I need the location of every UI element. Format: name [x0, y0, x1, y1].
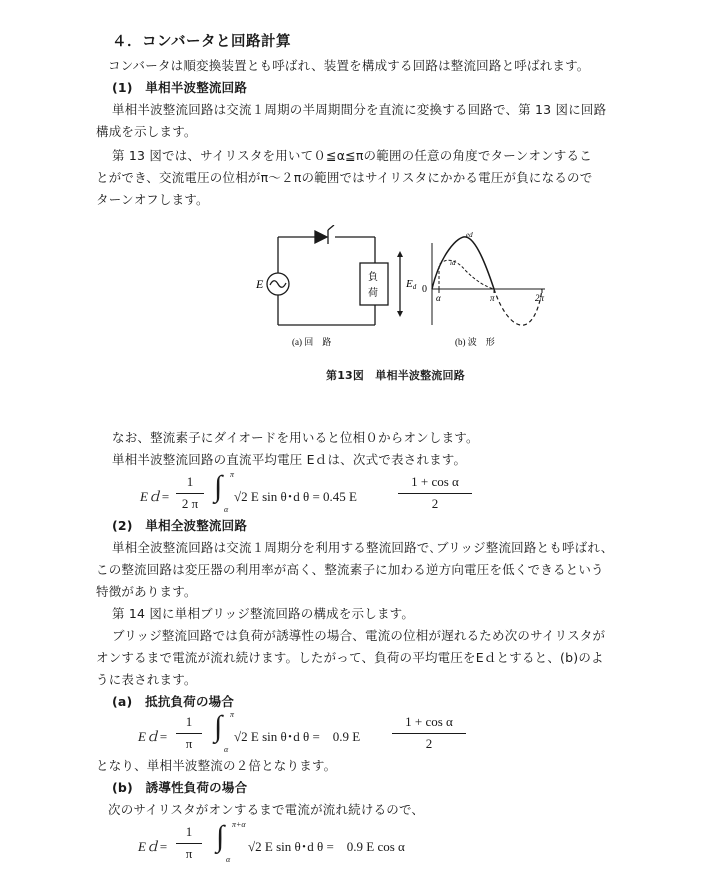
- caption-b: (b) 波 形: [455, 337, 495, 347]
- load-label-1: 負: [368, 272, 378, 283]
- thyristor-icon: [315, 225, 334, 244]
- eq1-upper: π: [230, 470, 235, 479]
- eqa-lower: α: [224, 745, 229, 754]
- sub2-p1-line3: 特徴があります。: [96, 584, 197, 599]
- sub1-p1-line1: 単相半波整流回路は交流１周期の半周期間分を直流に変換する回路で、第 13 図に回路: [112, 102, 607, 117]
- sub1-p2-line1: 第 13 図では、サイリスタを用いて０≦α≦πの範囲の任意の角度でターンオンするこ: [112, 148, 592, 163]
- ed-label: [405, 278, 417, 291]
- sub2-p3-line2: オンするまで電流が流れ続けます。したがって、負荷の平均電圧をEｄとすると、(b)のよ: [96, 650, 604, 665]
- eqa-lhs: Eｄ=: [138, 729, 168, 744]
- note-line1: なお、整流素子にダイオードを用いると位相０からオンします。: [112, 430, 479, 445]
- eq1-body: √2 E sin θ･d θ = 0.45 E: [234, 489, 357, 504]
- eq1-frac-den: 2 π: [181, 496, 199, 511]
- eqb-lower: α: [226, 855, 231, 864]
- eqb-body: √2 E sin θ･d θ = 0.9 E cos α: [248, 839, 405, 854]
- integral-icon: ∫: [214, 470, 223, 503]
- figure-13: [250, 225, 550, 355]
- wave-ed-label: ed: [466, 231, 473, 239]
- eqb-lhs: Eｄ=: [138, 839, 168, 854]
- sub1-p2-line3: ターンオフします。: [96, 192, 209, 207]
- eq1-lhs: Eｄ=: [140, 489, 170, 504]
- eqb-frac-den: π: [185, 846, 193, 861]
- axis-pi: π: [490, 293, 495, 303]
- sub2-p1-line1: 単相全波整流回路は交流１周期分を利用する整流回路で､ブリッジ整流回路とも呼ばれ、: [112, 540, 614, 555]
- sub2-p2: 第 14 図に単相ブリッジ整流回路の構成を示します。: [112, 606, 415, 621]
- eq1-frac-bar: [176, 493, 204, 494]
- section-title: ４．コンバータと回路計算: [112, 34, 291, 50]
- sub2-p3-line1: ブリッジ整流回路では負荷が誘導性の場合、電流の位相が遅れるため次のサイリスタが: [112, 628, 606, 643]
- eqa-body: √2 E sin θ･d θ = 0.9 E: [234, 729, 361, 744]
- integral-icon: ∫: [216, 820, 225, 853]
- eq1-rfrac-num: 1 + cos α: [411, 474, 459, 489]
- sub1-p1-line2: 構成を示します。: [96, 124, 197, 139]
- eq1-lower: α: [224, 505, 229, 514]
- eqa-upper: π: [230, 710, 235, 719]
- waveform-diagram: [432, 237, 545, 325]
- ed-label-main: E: [406, 278, 413, 290]
- axis-zero: 0: [422, 284, 427, 295]
- intro-text: コンバータは順変換装置とも呼ばれ、装置を構成する回路は整流回路と呼ばれます。: [108, 58, 590, 73]
- sub1-p2-line2: とができ、交流電圧の位相がπ～２πの範囲ではサイリスタにかかる電圧が負になるので: [96, 170, 593, 185]
- load-label-2: 荷: [368, 288, 378, 299]
- eqb-frac-num: 1: [185, 824, 193, 839]
- eqa-frac-den: π: [185, 736, 193, 751]
- axis-alpha: α: [436, 293, 441, 303]
- eqa-rfrac-den: 2: [425, 736, 433, 751]
- circuit-diagram: [267, 237, 400, 325]
- sub2-p3-line3: うに表されます。: [96, 672, 197, 687]
- integral-icon: ∫: [214, 710, 223, 743]
- caption-a: (a) 回 路: [292, 337, 332, 347]
- eqb-upper: π+α: [232, 820, 246, 829]
- case-b-text: 次のサイリスタがオンするまで電流が流れ続けるので、: [108, 802, 425, 817]
- ed-label-sub: d: [412, 283, 417, 291]
- eqa-rfrac-num: 1 + cos α: [405, 714, 453, 729]
- case-a-heading: (a) 抵抗負荷の場合: [112, 694, 235, 709]
- sub1-heading: (1) 単相半波整流回路: [112, 80, 248, 95]
- eqa-rfrac-bar: [392, 733, 466, 734]
- case-b-heading: (b) 誘導性負荷の場合: [112, 780, 248, 795]
- sub2-heading: (2) 単相全波整流回路: [112, 518, 248, 533]
- eqa-frac-bar: [176, 733, 202, 734]
- eq1-rfrac-bar: [398, 493, 472, 494]
- wave-id-label: id: [450, 259, 456, 267]
- note-line2: 単相半波整流回路の直流平均電圧 Eｄは、次式で表されます。: [112, 452, 467, 467]
- eq1-rfrac-den: 2: [431, 496, 439, 511]
- source-label: E: [256, 277, 264, 291]
- eq1-frac-num: 1: [186, 474, 194, 489]
- arrow-up-icon: [397, 251, 403, 257]
- axis-2pi: 2π: [535, 293, 545, 303]
- case-a-after: となり、単相半波整流の２倍となります。: [96, 758, 337, 773]
- sub2-p1-line2: この整流回路は変圧器の利用率が高く、整流素子に加わる逆方向電圧を低くできるという: [96, 562, 604, 577]
- eqb-frac-bar: [176, 843, 202, 844]
- arrow-down-icon: [397, 311, 403, 317]
- figure-caption: 第13図 単相半波整流回路: [326, 369, 465, 382]
- eqa-frac-num: 1: [185, 714, 193, 729]
